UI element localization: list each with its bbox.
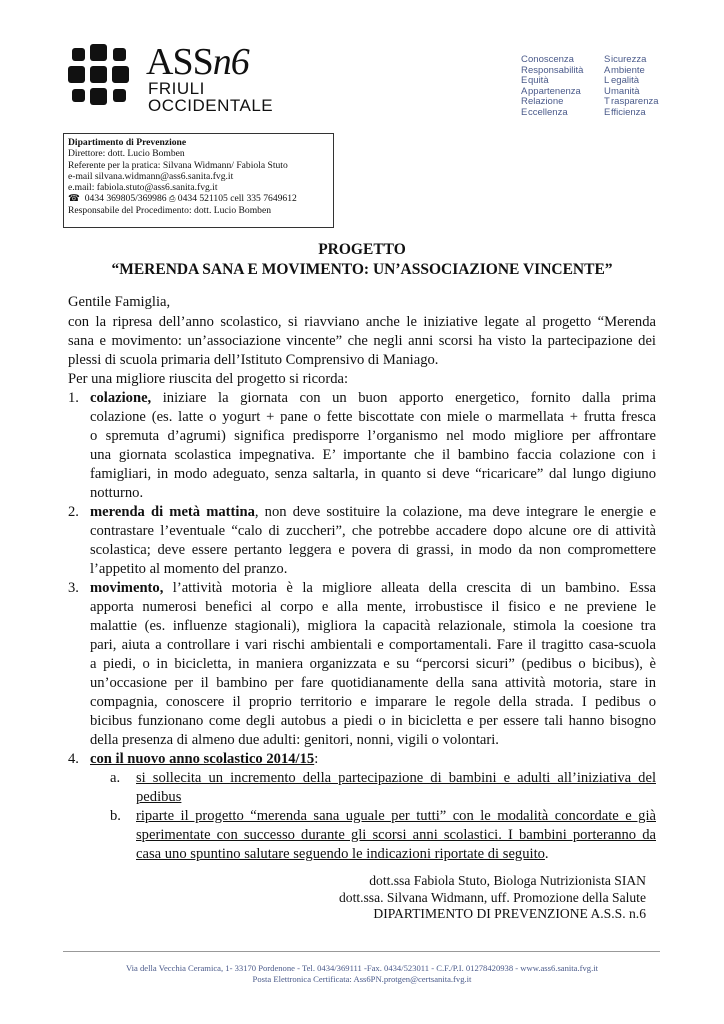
department-name: Dipartimento di Prevenzione: [68, 137, 187, 148]
sub-item-letter: b.: [110, 808, 121, 824]
referent: Referente per la pratica: Silvana Widmann/ Fabiola Stuto: [68, 159, 288, 171]
list-item-first-line: merenda di metà mattina, non deve sostituire la colazione, ma deve integrare le energie e: [90, 504, 656, 520]
list-item-line: un’occasione per il bambino per fare quotidianamente della sana attività motoria, stare in: [90, 675, 656, 691]
list-item-line: l’appetito al momento del pranzo.: [90, 561, 288, 577]
list-item-line: bicibus funzionano come degli autobus a piedi o in bicicletta e per essere tali hanno bisogno: [90, 713, 656, 729]
email-1: e-mail silvana.widmann@ass6.sanita.fvg.it: [68, 170, 234, 182]
list-item-line: contrastare l’eventuale “calo di zuccheri”, che potrebbe accadere dopo alcune ore di attività: [90, 523, 656, 539]
director: Direttore: dott. Lucio Bomben: [68, 148, 185, 160]
list-item-line: notturno.: [90, 485, 144, 501]
list-item-line: apporta numerosi benefici al corpo e alla mente, irrobustisce il fisico e ne previene le: [90, 599, 656, 615]
list-item-line: o spremuta d’agrumi) significa predisporre l’organismo nel modo migliore per affrontare: [90, 428, 656, 444]
title-line-2: “MERENDA SANA E MOVIMENTO: UN’ASSOCIAZIONE VINCENTE”: [111, 261, 613, 278]
list-item-first-line: movimento, l’attività motoria è la migliore alleata della crescita di un bambino. Essa: [90, 580, 656, 596]
intro-line: con la ripresa dell’anno scolastico, si riavviano anche le iniziative legate al progetto “Merenda: [68, 314, 656, 330]
list-item-line: malattie (es. influenze stagionali), migliora la capacità relazionale, stimola la coesione tra: [90, 618, 656, 634]
list-item-first-line: con il nuovo anno scolastico 2014/15:: [90, 751, 319, 767]
phone-icon: ☎: [68, 193, 80, 205]
list-item-line: una giornata scolastica impegnativa. E’ importante che il bambino faccia colazione con i: [90, 447, 656, 463]
sub-item-letter: a.: [110, 770, 121, 786]
list-item-line: compagnia, conoscere il proprio territorio e imparare le regole della strada. I pedibus o: [90, 694, 656, 710]
title-line-1: PROGETTO: [318, 241, 406, 258]
signature-block: [339, 873, 646, 923]
list-item-line: pari, aiuta a controllare i vari rischi ambientali e comportamentali. Fare il tragitto casa-scuola: [90, 637, 656, 653]
fax-number: 0434 521105 cell 335 7649612: [177, 193, 297, 205]
logo-line-1: FRIULI: [148, 79, 205, 98]
footer-pec: Posta Elettronica Certificata: Ass6PN.protgen@certsanita.fvg.it: [252, 974, 472, 984]
list-item-line: scolastica; deve essere pertanto leggera e povera di grassi, in modo da non compromettere: [90, 542, 656, 558]
list-item-line: della presenza di almeno due adulti: genitori, nonni, vigili o volontari.: [90, 732, 499, 748]
list-item-line: famigliari, in modo adeguato, senza saltarla, in quanto si deve “ricaricare” dal lungo digiuno: [90, 466, 656, 482]
list-item-first-line: colazione, iniziare la giornata con un buon apporto energetico, fornito dalla prima: [90, 390, 656, 406]
sub-item-line: riparte il progetto “merenda sana uguale per tutti” con le modalità concordate e già: [136, 808, 656, 824]
acronym-column-2: Sicurezza Ambiente L egalità Umanità Trasparenza Efficienza: [604, 54, 659, 118]
phone-number: 0434 369805/369986: [84, 193, 167, 205]
fax-icon: ⎙: [168, 194, 176, 204]
sub-item-line: pedibus: [136, 789, 182, 805]
email-2: e.mail: fabiola.stuto@ass6.sanita.fvg.it: [68, 182, 218, 194]
lead-text: Per una migliore riuscita del progetto si ricorda:: [68, 371, 349, 387]
responsible: Responsabile del Procedimento: dott. Lucio Bomben: [68, 204, 272, 216]
logo-wordmark: ASSn6: [146, 41, 249, 83]
signature-line-1: dott.ssa Fabiola Stuto, Biologa Nutrizionista SIAN: [369, 873, 646, 888]
signature-line-3: DIPARTIMENTO DI PREVENZIONE A.S.S. n.6: [373, 906, 646, 921]
footer-address: Via della Vecchia Ceramica, 1- 33170 Pordenone - Tel. 0434/369111 -Fax. 0434/523011 - C.F./P.I. 01278420938 - www.ass6.sanita.fvg.it: [125, 963, 599, 973]
sub-item-line: si sollecita un incremento della partecipazione di bambini e adulti all’iniziativa del: [136, 770, 656, 786]
item-number: 4.: [68, 751, 79, 767]
item-number: 1.: [68, 390, 79, 406]
intro-line: plessi di scuola primaria dell’Istituto Comprensivo di Maniago.: [68, 352, 439, 368]
signature-line-2: dott.ssa. Silvana Widmann, uff. Promozione della Salute: [338, 889, 646, 905]
greeting: Gentile Famiglia,: [68, 294, 171, 310]
intro-line: sana e movimento: un’associazione vincente” che negli anni scorsi ha visto la partecipazione dei: [68, 333, 656, 349]
acronym-column-1: Conoscenza Responsabilità Equità Appartenenza Relazione Eccellenza: [521, 54, 584, 118]
list-item-line: colazione (es. latte o yogurt + pane o fette biscottate con miele o marmellata + frutta fresca: [90, 409, 656, 425]
item-number: 3.: [68, 580, 79, 596]
footer-divider: [63, 951, 660, 952]
list-item-line: a piedi, o in bicicletta, in maniera organizzata e su “percorsi sicuri” (pedibus o bicibus), è: [90, 656, 656, 672]
sub-item-line: sperimentate con successo durante gli scorsi anni scolastici. I bambini porteranno da: [136, 827, 656, 843]
sub-item-line: casa uno spuntino salutare seguendo le indicazioni riportate di seguito.: [136, 846, 549, 862]
logo-line-2: OCCIDENTALE: [148, 96, 274, 115]
item-number: 2.: [68, 504, 79, 520]
